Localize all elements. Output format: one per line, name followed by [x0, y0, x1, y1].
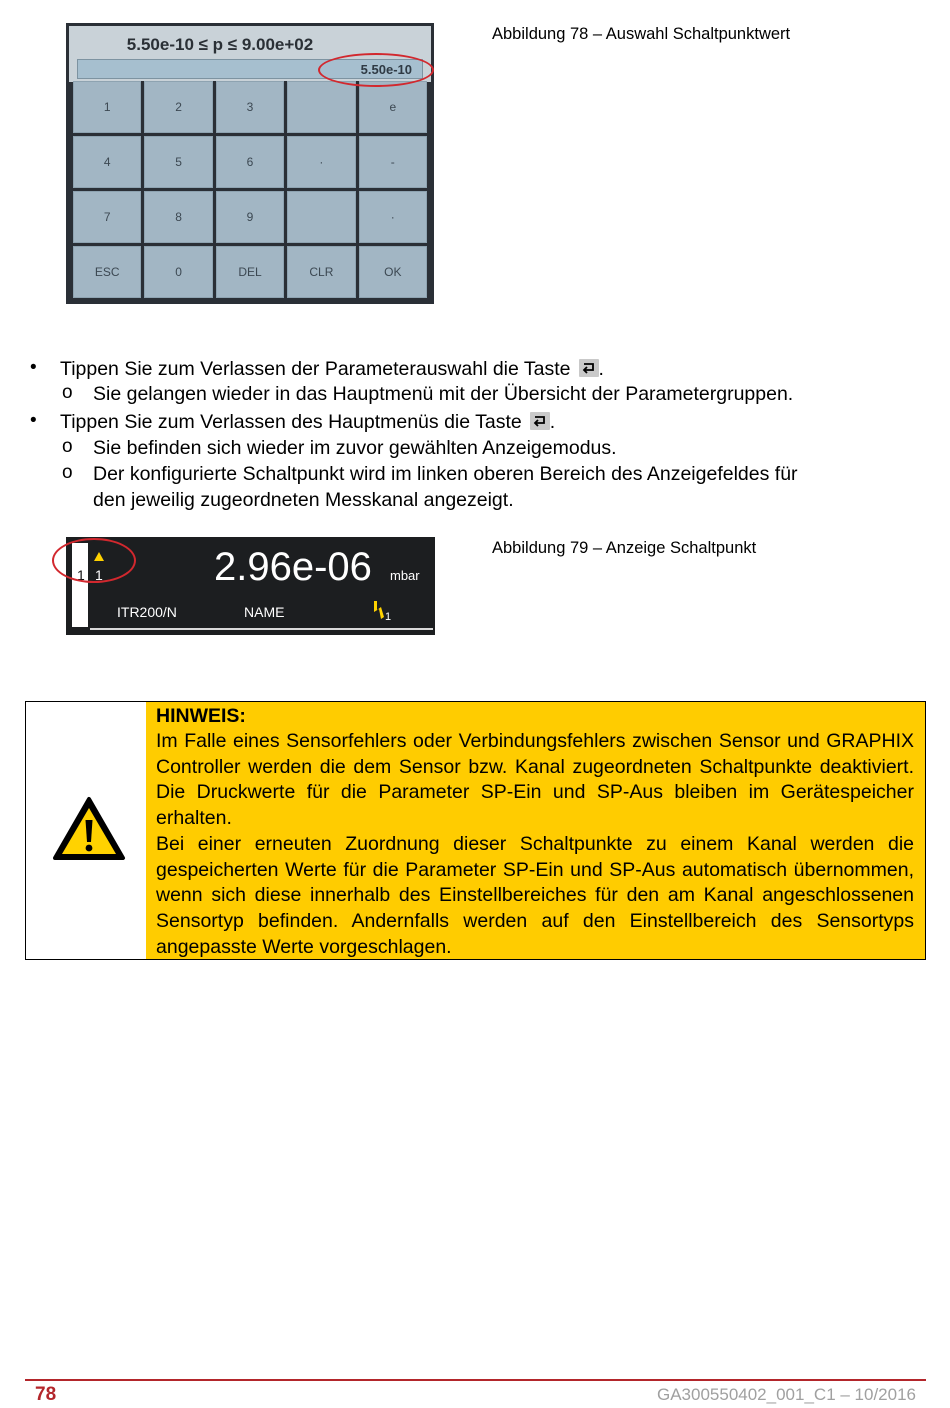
bullet-1: [60, 356, 604, 382]
notice-paragraph-1: Im Falle eines Sensorfehlers oder Verbindungsfehlers zwischen Sensor und GRAPHIX Controller werden die dem Sensor bzw. Kanal zugeordneten Schaltpunkte deaktiviert. Die Druckwerte für die Parameter SP-Ein und SP-Aus bleiben im Gerätespeicher erhalten.: [156, 730, 914, 830]
lightning-icon: [372, 599, 386, 621]
key-del[interactable]: DEL: [216, 246, 284, 298]
key-2[interactable]: 2: [144, 81, 212, 133]
sub-bullet-icon: o: [62, 382, 73, 403]
highlight-ellipse-value: [318, 53, 434, 87]
sub-bullet-icon: o: [62, 462, 73, 483]
sub-bullet-1-1: Sie gelangen wieder in das Hauptmenü mit der Übersicht der Parametergruppen.: [93, 383, 794, 405]
bullet-icon: •: [30, 410, 37, 431]
figure-78-caption: Abbildung 78 – Auswahl Schaltpunktwert: [492, 25, 791, 43]
key-esc[interactable]: ESC: [73, 246, 141, 298]
bullet-2: [60, 409, 555, 435]
key-7[interactable]: 7: [73, 191, 141, 243]
key-point[interactable]: ·: [359, 191, 427, 243]
footer-rule: [25, 1379, 926, 1381]
key-3[interactable]: 3: [216, 81, 284, 133]
bullet-1-text: Tippen Sie zum Verlassen der Parameterauswahl die Taste: [60, 358, 571, 380]
key-blank[interactable]: [287, 81, 355, 133]
sub-bullet-icon: o: [62, 436, 73, 457]
warning-triangle-icon: [52, 796, 126, 862]
keypad-range: 5.50e-10 ≤ p ≤ 9.00e+02: [126, 35, 314, 54]
key-minus[interactable]: -: [359, 136, 427, 188]
figure-79-caption: Abbildung 79 – Anzeige Schaltpunkt: [492, 539, 757, 557]
sub-bullet-2-2: Der konfigurierte Schaltpunkt wird im linken oberen Bereich des Anzeigefeldes für: [93, 463, 798, 485]
key-6[interactable]: 6: [216, 136, 284, 188]
sensor-type: ITR200/N: [117, 604, 177, 620]
key-0[interactable]: 0: [144, 246, 212, 298]
channel-name: NAME: [244, 604, 285, 620]
sub-bullet-2-2-cont: den jeweilig zugeordneten Messkanal angezeigt.: [93, 489, 514, 511]
sub-bullet-2-1: Sie befinden sich wieder im zuvor gewählten Anzeigemodus.: [93, 437, 617, 459]
highlight-ellipse-setpoint: [52, 538, 136, 583]
pressure-value: 2.96e-06: [214, 545, 372, 589]
notice-icon-cell: [26, 702, 146, 959]
channel-number-left: 1: [77, 567, 85, 583]
bullet-2-suffix: .: [549, 411, 556, 433]
bullet-2-text: Tippen Sie zum Verlassen des Hauptmenüs die Taste: [60, 411, 522, 433]
bullet-icon: •: [30, 357, 37, 378]
key-8[interactable]: 8: [144, 191, 212, 243]
return-icon: [530, 412, 550, 430]
key-e[interactable]: e: [359, 81, 427, 133]
key-dot[interactable]: ·: [287, 136, 355, 188]
key-ok[interactable]: OK: [359, 246, 427, 298]
notice-paragraph-2: Bei einer erneuten Zuordnung dieser Schaltpunkte zu einem Kanal werden die gespeicherten Werte für die Parameter SP-Ein und SP-Aus automatisch übernommen, wenn sich diese innerhalb des Einstellbereiches für den am Kanal angeschlossenen Sensortyp befinden. Andernfalls werden auf den Einstellbereich des Sensortyps angepasste Werte vorgeschlagen.: [156, 832, 914, 958]
notice-title: HINWEIS:: [156, 705, 246, 727]
pressure-unit: mbar: [390, 568, 420, 583]
key-4[interactable]: 4: [73, 136, 141, 188]
notice-text-cell: [146, 702, 925, 959]
notice-box: [25, 701, 926, 960]
page-number: 78: [35, 1384, 57, 1405]
channel-number-right: 1: [95, 567, 103, 583]
key-5[interactable]: 5: [144, 136, 212, 188]
key-9[interactable]: 9: [216, 191, 284, 243]
key-blank-2[interactable]: [287, 191, 355, 243]
document-id: GA300550402_001_C1 – 10/2016: [656, 1385, 916, 1404]
key-1[interactable]: 1: [73, 81, 141, 133]
bullet-1-suffix: .: [598, 358, 604, 380]
display-underline: [90, 628, 433, 630]
return-icon: [579, 359, 599, 377]
lightning-subscript: 1: [385, 611, 392, 623]
key-clr[interactable]: CLR: [287, 246, 355, 298]
keypad-grid: [73, 81, 427, 298]
keypad-value: 5.50e-10: [360, 62, 412, 77]
